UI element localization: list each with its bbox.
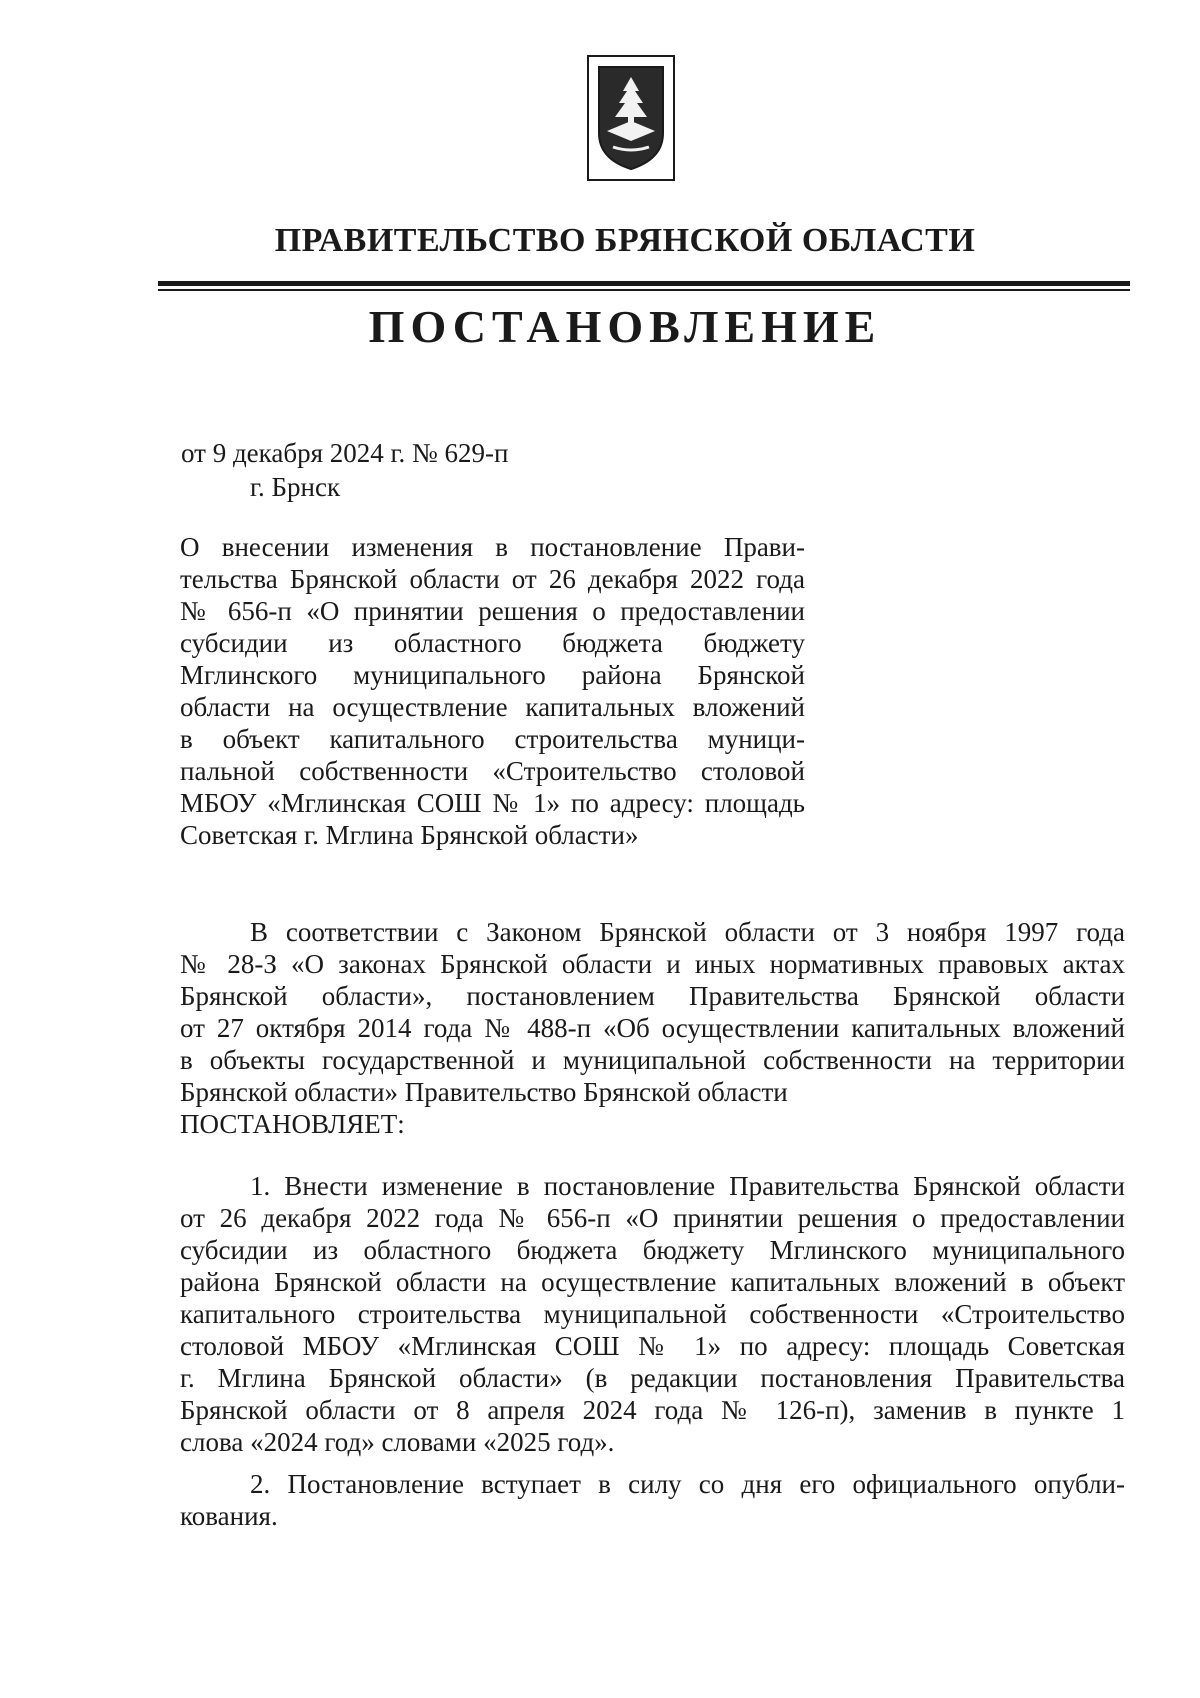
item-1-line: Брянской области от 8 апреля 2024 года № 126-п), заменив в пункте 1 <box>180 1395 1125 1425</box>
subject-line: в объект капитального строительства муници- <box>180 724 805 754</box>
item-1-line: столовой МБОУ «Мглинская СОШ № 1» по адресу: площадь Советская <box>180 1331 1125 1361</box>
subject-line: Мглинского муниципального района Брянской <box>180 660 805 690</box>
item-1-line: от 26 декабря 2022 года № 656-п «О принятии решения о предоставлении <box>180 1203 1125 1233</box>
document-date-number: от 9 декабря 2024 г. № 629-п <box>181 438 509 468</box>
item-1-line: слова «2024 год» словами «2025 год». <box>180 1427 615 1457</box>
organization-title: ПРАВИТЕЛЬСТВО БРЯНСКОЙ ОБЛАСТИ <box>274 222 976 259</box>
subject-line: МБОУ «Мглинская СОШ № 1» по адресу: площадь <box>180 788 805 818</box>
item-1-line: 1. Внести изменение в постановление Правительства Брянской области <box>250 1171 1125 1201</box>
subject-line: пальной собственности «Строительство столовой <box>180 756 805 786</box>
item-1-line: капитального строительства муниципальной собственности «Строительство <box>180 1299 1125 1329</box>
item-1-line: субсидии из областного бюджета бюджету Мглинского муниципального <box>180 1235 1125 1265</box>
document-type-title: ПОСТАНОВЛЕНИЕ <box>368 301 882 352</box>
header-divider-thin <box>158 289 1130 291</box>
preamble-line: Брянской области» Правительство Брянской области <box>180 1077 788 1107</box>
subject-line: № 656-п «О принятии решения о предоставлении <box>180 596 805 626</box>
subject-line: Советская г. Мглина Брянской области» <box>180 820 639 850</box>
item-2-line: 2. Постановление вступает в силу со дня его официального опубли- <box>250 1469 1125 1499</box>
preamble-line: Брянской области», постановлением Правительства Брянской области <box>180 981 1125 1011</box>
item-1-line: района Брянской области на осуществление капитальных вложений в объект <box>180 1267 1125 1297</box>
subject-line: О внесении изменения в постановление Прави- <box>180 532 805 562</box>
preamble-line: В соответствии с Законом Брянской области от 3 ноября 1997 года <box>250 917 1125 947</box>
document-city: г. Брнск <box>250 472 341 502</box>
preamble-line: в объекты государственной и муниципальной собственности на территории <box>180 1045 1125 1075</box>
subject-line: области на осуществление капитальных вложений <box>180 692 805 722</box>
resolves-heading: ПОСТАНОВЛЯЕТ: <box>180 1109 405 1139</box>
header-divider <box>158 281 1130 286</box>
preamble-line: № 28-З «О законах Брянской области и иных нормативных правовых актах <box>180 949 1125 979</box>
preamble-line: от 27 октября 2014 года № 488-п «Об осуществлении капитальных вложений <box>180 1013 1125 1043</box>
bryansk-region-coat-of-arms-icon <box>587 55 675 181</box>
item-2-line: кования. <box>180 1501 278 1531</box>
subject-line: субсидии из областного бюджета бюджету <box>180 628 805 658</box>
subject-line: тельства Брянской области от 26 декабря 2022 года <box>180 564 805 594</box>
item-1-line: г. Мглина Брянской области» (в редакции постановления Правительства <box>180 1363 1125 1393</box>
